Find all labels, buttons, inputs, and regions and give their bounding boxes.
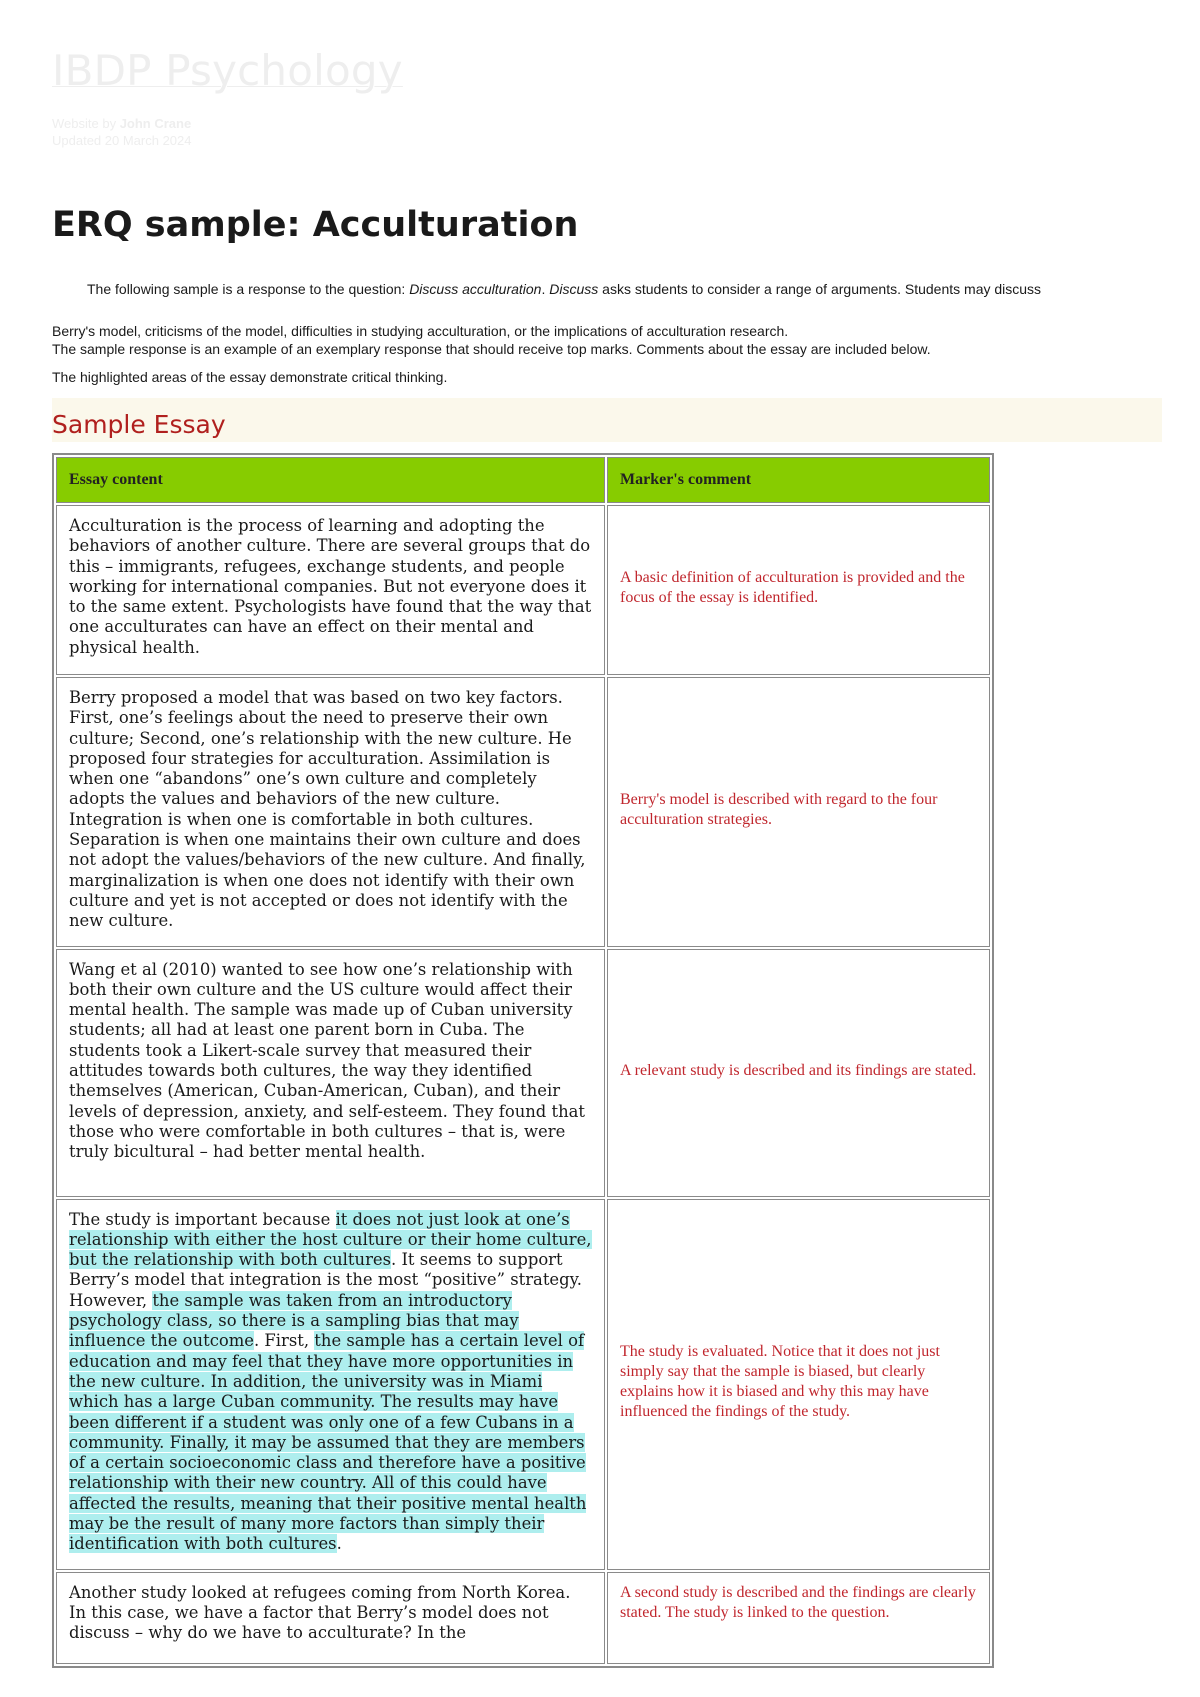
header-markers-comment: Marker's comment xyxy=(607,457,990,503)
highlighted-text: it does not just look at one’s relationship with either the host culture or their home culture, but the relationship with both cultures xyxy=(69,1209,592,1270)
comment-cell: Berry's model is described with regard to the four acculturation strategies. xyxy=(607,677,990,947)
table-row xyxy=(56,949,990,1197)
essay-cell: Another study looked at refugees coming from North Korea. In this case, we have a factor that Berry’s model does not discuss – why do we have to acculturate? In the xyxy=(56,1572,605,1664)
author-name: John Crane xyxy=(119,116,192,131)
essay-text: The study is important because xyxy=(69,1209,336,1229)
essay-table xyxy=(52,453,994,1668)
essay-cell: Wang et al (2010) wanted to see how one’s relationship with both their own culture and the US culture would affect their mental health. The sample was made up of Cuban university students; all had at least one parent born in Cuba. The students took a Likert-scale survey that measured their attitudes towards both cultures, the way they identified themselves (American, Cuban-American, Cuban), and their levels of depression, anxiety, and self-esteem. They found that those who were comfortable in both cultures – that is, were truly bicultural – had better mental health. xyxy=(56,949,605,1197)
site-meta xyxy=(52,115,191,149)
site-title-link[interactable]: IBDP Psychology xyxy=(52,46,403,95)
table-header-row xyxy=(56,457,990,503)
intro-text xyxy=(52,280,1162,386)
highlighted-text: the sample has a certain level of education and may feel that they have more opportunities in the new culture. In addition, the university was in Miami which has a large Cuban community. The results may have been different if a student was only one of a few Cubans in a community. Finally, it may be assumed that they are members of a certain socioeconomic class and therefore have a positive relationship with their new country. All of this could have affected the results, meaning that their positive mental health may be the result of many more factors than simply their identification with both cultures xyxy=(69,1331,587,1554)
site-byline: Website by John Crane xyxy=(52,116,192,131)
essay-text: . xyxy=(336,1534,342,1554)
intro-line-1: The following sample is a response to the question: Discuss acculturation. Discuss asks students to consider a range of arguments. Students may discuss xyxy=(87,281,1042,297)
intro-line-3: The sample response is an example of an exemplary response that should receive top marks. Comments about the essay are included below. xyxy=(52,341,931,357)
essay-text: . First, xyxy=(254,1331,315,1351)
table-row xyxy=(56,677,990,947)
comment-cell: A relevant study is described and its findings are stated. xyxy=(607,949,990,1197)
page-title: ERQ sample: Acculturation xyxy=(52,205,579,245)
comment-cell: A second study is described and the findings are clearly stated. The study is linked to the question. xyxy=(607,1572,990,1664)
highlighted-text: the sample was taken from an introductory psychology class, so there is a sampling bias that may influence the outcome xyxy=(69,1290,519,1351)
intro-line-2: Berry's model, criticisms of the model, difficulties in studying acculturation, or the implications of acculturation research. xyxy=(52,323,789,339)
comment-cell: The study is evaluated. Notice that it does not just simply say that the sample is biased, but clearly explains how it is biased and why this may have influenced the findings of the study. xyxy=(607,1199,990,1570)
essay-text: . It seems to support Berry’s model that integration is the most “positive” strategy. However, xyxy=(69,1250,582,1310)
table-row xyxy=(56,1199,990,1570)
table-row xyxy=(56,1572,990,1664)
essay-cell xyxy=(56,1199,605,1570)
intro-line-4: The highlighted areas of the essay demonstrate critical thinking. xyxy=(52,369,448,385)
comment-cell: A basic definition of acculturation is provided and the focus of the essay is identified. xyxy=(607,505,990,675)
header-essay-content: Essay content xyxy=(56,457,605,503)
section-heading: Sample Essay xyxy=(52,410,226,439)
essay-cell: Berry proposed a model that was based on two key factors. First, one’s feelings about the need to preserve their own culture; Second, one’s relationship with the new culture. He proposed four strategies for acculturation. Assimilation is when one “abandons” one’s own culture and completely adopts the values and behaviors of the new culture. Integration is when one is comfortable in both cultures. Separation is when one maintains their own culture and does not adopt the values/behaviors of the new culture. And finally, marginalization is when one does not identify with their own culture and yet is not accepted or does not identify with the new culture. xyxy=(56,677,605,947)
site-updated: Updated 20 March 2024 xyxy=(52,133,192,148)
essay-cell: Acculturation is the process of learning and adopting the behaviors of another culture. There are several groups that do this – immigrants, refugees, exchange students, and people working for international companies. But not everyone does it to the same extent. Psychologists have found that the way that one acculturates can have an effect on their mental and physical health. xyxy=(56,505,605,675)
table-row xyxy=(56,505,990,675)
